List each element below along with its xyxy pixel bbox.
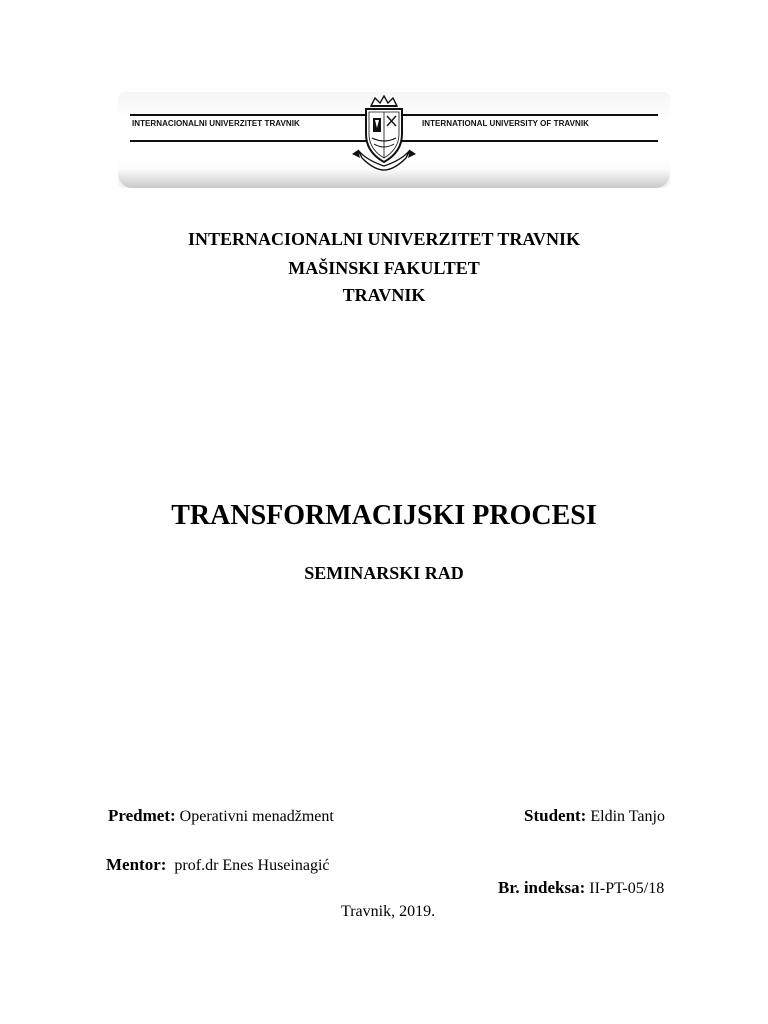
student-label: Student: xyxy=(524,806,587,825)
student-value: Eldin Tanjo xyxy=(590,808,665,825)
document-subtitle: SEMINARSKI RAD xyxy=(304,563,464,583)
university-crest-logo xyxy=(344,92,424,172)
subject-value: Operativni menadžment xyxy=(179,808,334,825)
place-and-date: Travnik, 2019. xyxy=(341,903,436,920)
index-value: II-PT-05/18 xyxy=(589,880,665,897)
mentor-value: prof.dr Enes Huseinagić xyxy=(174,857,330,874)
faculty-name: MAŠINSKI FAKULTET xyxy=(288,258,480,278)
document-title: TRANSFORMACIJSKI PROCESI xyxy=(171,500,597,531)
banner-right-text: INTERNATIONAL UNIVERSITY OF TRAVNIK xyxy=(422,119,589,128)
banner-left-text: INTERNACIONALNI UNIVERZITET TRAVNIK xyxy=(132,119,300,128)
mentor-label: Mentor: xyxy=(106,855,167,874)
university-banner xyxy=(118,92,670,188)
index-line xyxy=(498,878,664,898)
subject-label: Predmet: xyxy=(108,806,176,825)
student-line xyxy=(524,806,665,826)
index-label: Br. indeksa: xyxy=(498,878,586,897)
institution-city: TRAVNIK xyxy=(342,285,426,305)
mentor-line xyxy=(106,855,329,875)
university-name: INTERNACIONALNI UNIVERZITET TRAVNIK xyxy=(187,229,581,249)
subject-line xyxy=(108,806,334,826)
